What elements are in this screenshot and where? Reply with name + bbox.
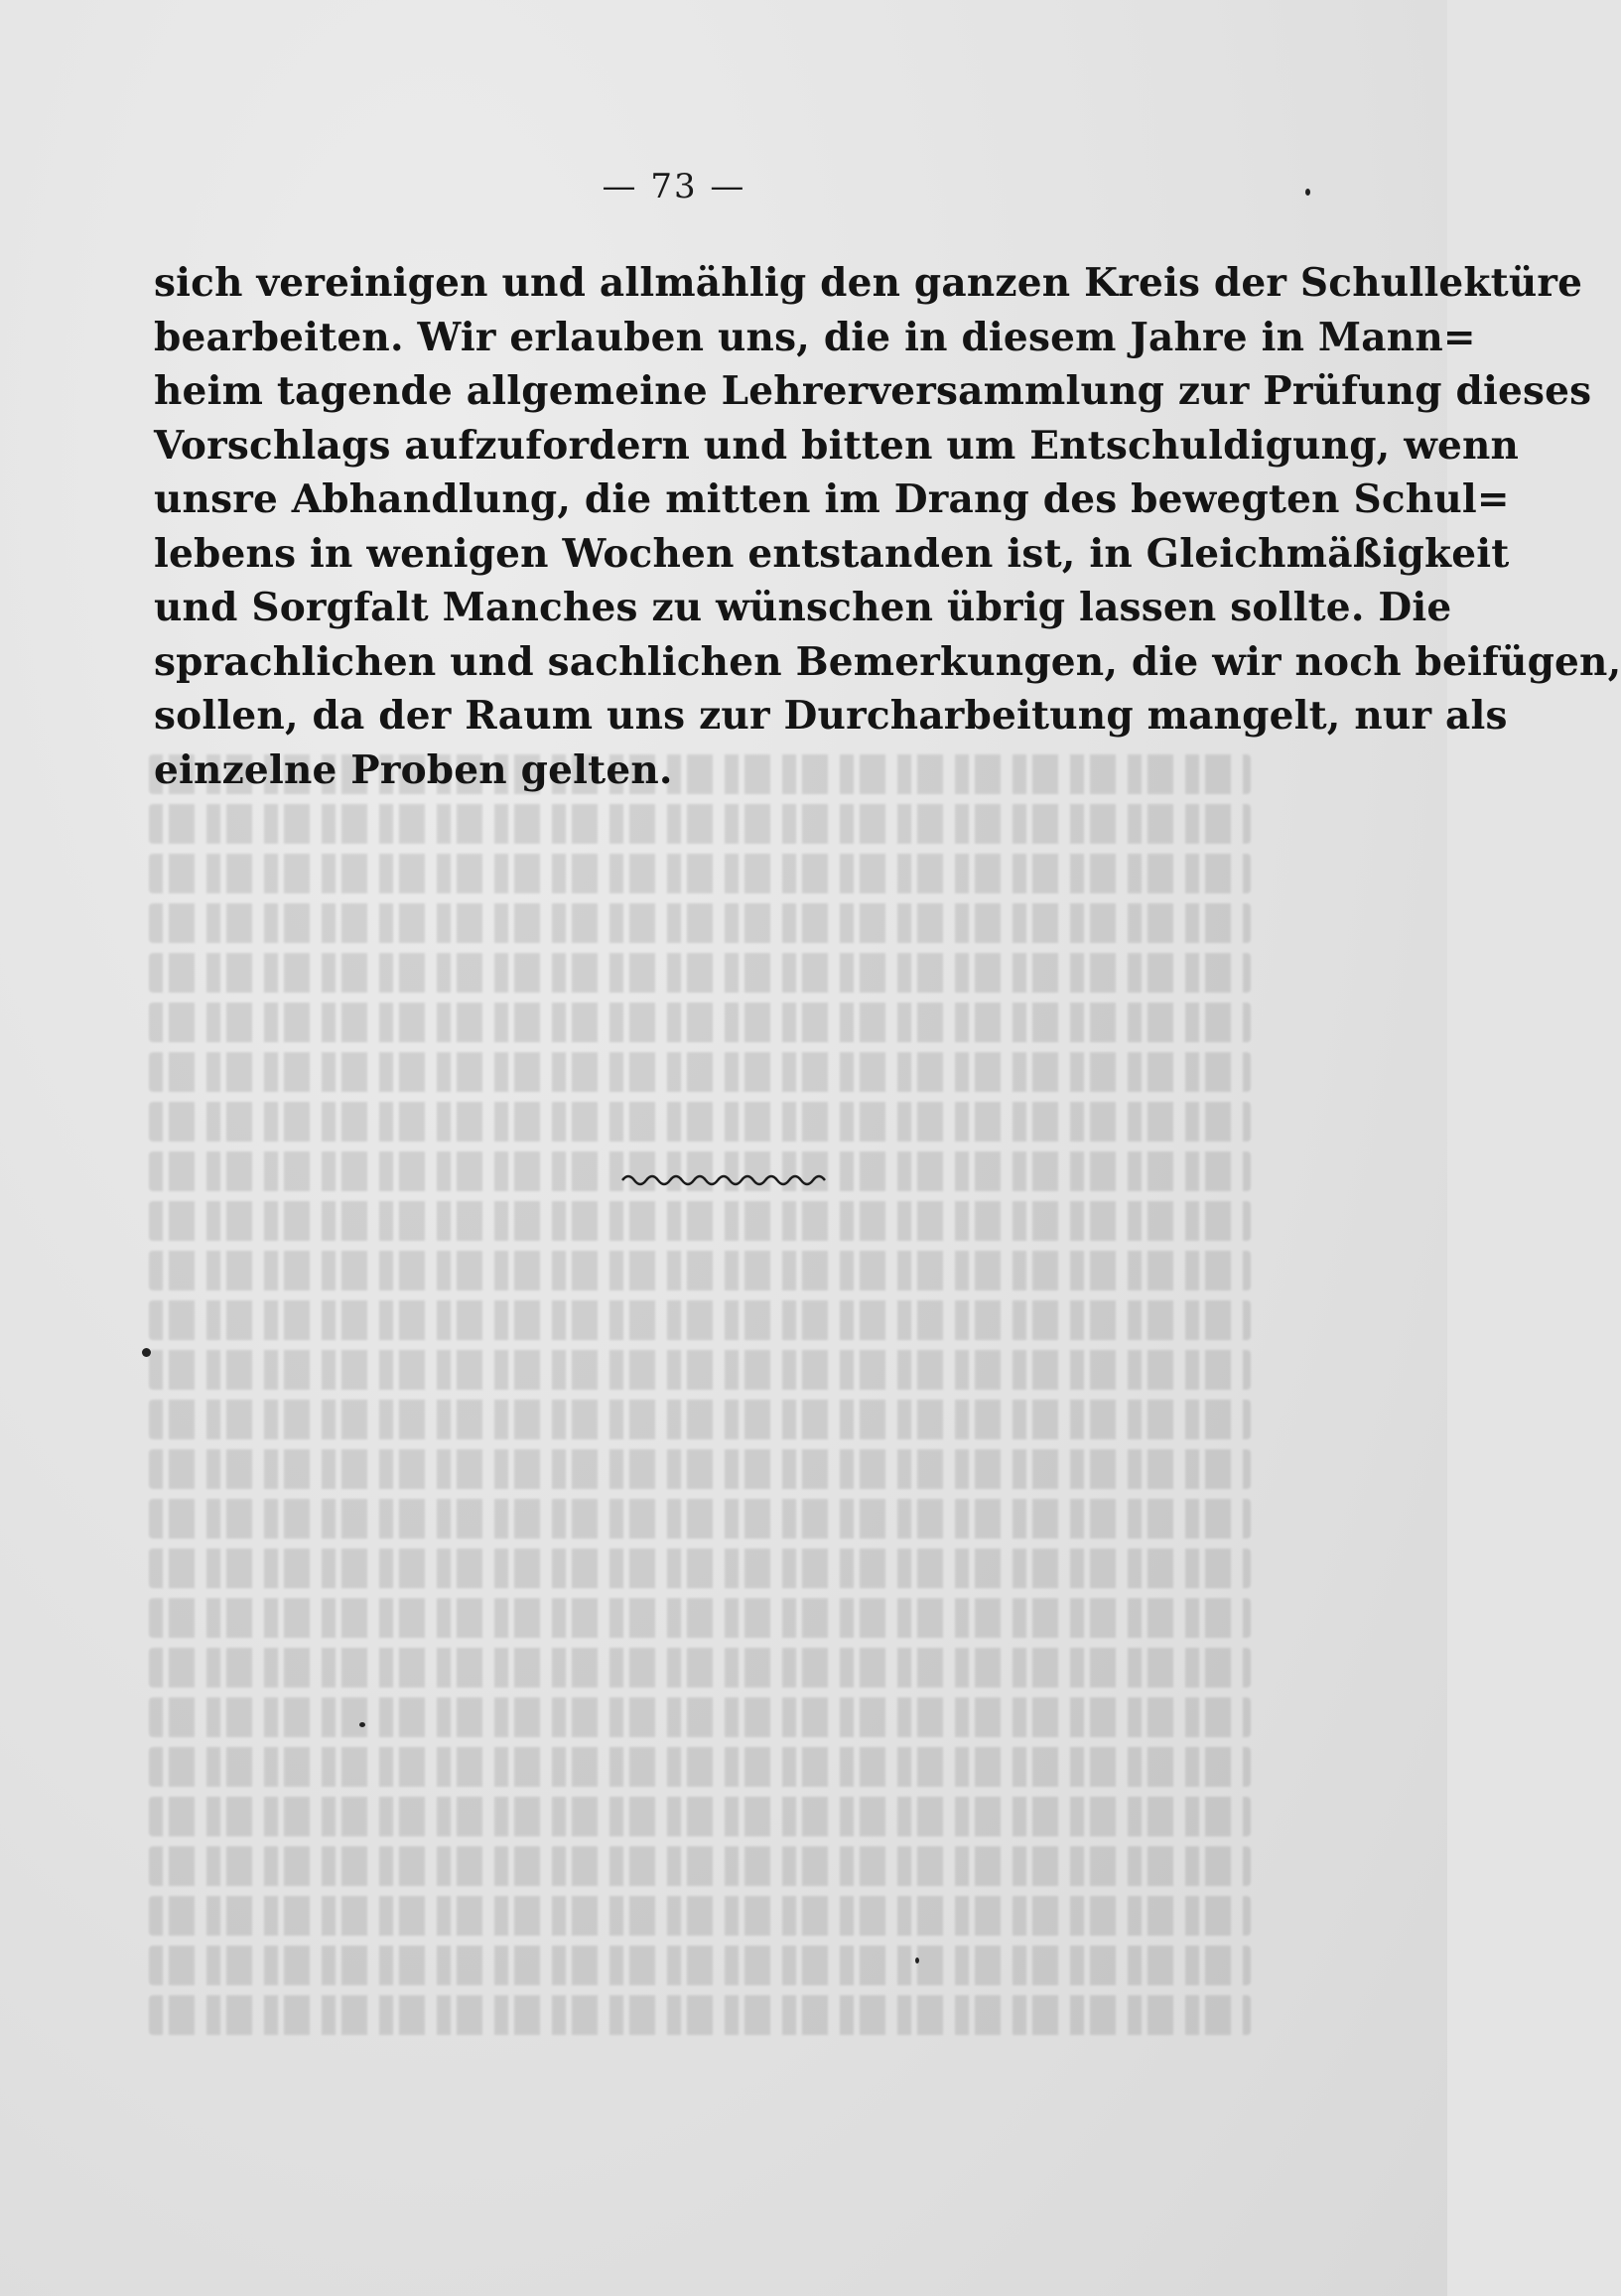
text-line: sprachlichen und sachlichen Bemerkungen, die wir noch beifügen, (154, 638, 1621, 685)
text-line: sich vereinigen und allmählig den ganzen Kreis der Schullektüre (154, 260, 1583, 306)
text-line: Vorschlags aufzufordern und bitten um Entschuldigung, wenn (154, 422, 1520, 469)
wavy-divider-ornament (620, 1166, 829, 1190)
text-line: unsre Abhandlung, die mitten im Drang des bewegten Schul= (154, 476, 1510, 522)
body-paragraph (154, 256, 1621, 797)
text-line: sollen, da der Raum uns zur Durcharbeitung mangelt, nur als (154, 693, 1508, 739)
ink-speck (359, 1722, 365, 1727)
text-line: und Sorgfalt Manches zu wünschen übrig lassen sollte. Die (154, 585, 1452, 630)
page-number (0, 167, 1447, 206)
bleed-through-texture (149, 754, 1251, 2065)
page-number-text: — 73 — (602, 167, 746, 206)
text-line: einzelne Proben gelten. (154, 746, 673, 793)
text-line: bearbeiten. Wir erlauben uns, die in diesem Jahre in Mann= (154, 314, 1476, 360)
ink-speck (915, 1958, 919, 1963)
text-line: lebens in wenigen Wochen entstanden ist, in Gleichmäßigkeit (154, 530, 1510, 577)
ink-speck (1305, 189, 1310, 196)
ink-speck (142, 1348, 151, 1357)
text-line: heim tagende allgemeine Lehrerversammlung zur Prüfung dieses (154, 368, 1592, 414)
